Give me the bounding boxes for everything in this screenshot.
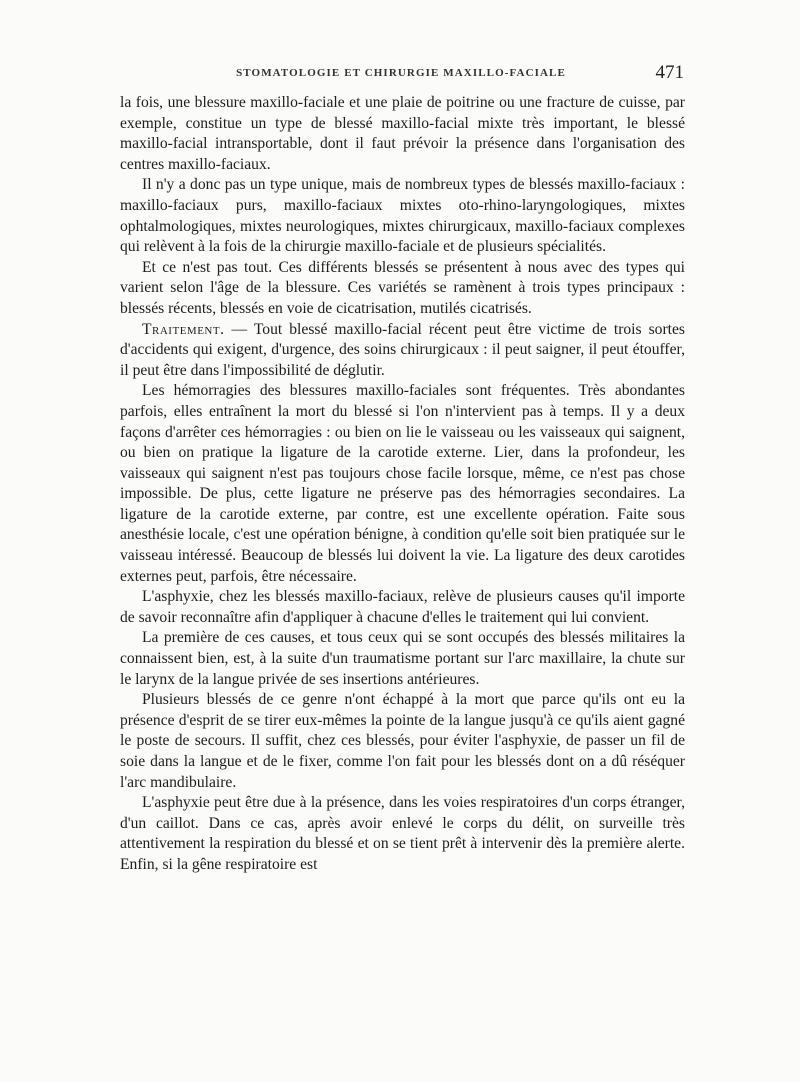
page-header [118, 62, 684, 88]
paragraph [120, 628, 685, 690]
paragraph-text: Il n'y a donc pas un type unique, mais de nombreux types de blessés maxillo-faciaux : maxillo-faciaux purs, maxillo-faciaux mixtes oto-rhino-laryngologiques, mixtes ophtalmologiques, mixtes neurologiques, mixtes chirurgicaux, maxillo-faciaux complexes qui relèvent à la fois de la chirurgie maxillo-faciale et de plusieurs spécialités. [120, 176, 685, 256]
paragraph-text: L'asphyxie peut être due à la présence, dans les voies respiratoires d'un corps étranger, d'un caillot. Dans ce cas, après avoir enlevé le corps du délit, on surveille très attentivement la respiration du blessé et on se tient prêt à intervenir dès la première alerte. Enfin, si la gêne respiratoire est [120, 794, 685, 873]
paragraph-text: Et ce n'est pas tout. Ces différents blessés se présentent à nous avec des types qui varient selon l'âge de la blessure. Ces variétés se ramènent à trois types principaux : blessés récents, blessés en voie de cicatrisation, mutilés cicatrisés. [120, 258, 685, 317]
paragraph-text: Les hémorragies des blessures maxillo-faciales sont fréquentes. Très abondantes parfois, elles entraînent la mort du blessé si l'on n'intervient pas à temps. Il y a deux façons d'arrêter ces hémorragies : ou bien on lie le vaisseau ou les vaisseaux qui saignent, ou bien on pratique la ligature de la carotide externe. Lier, dans la profondeur, les vaisseaux qui saignent n'est pas toujours chose facile lorsque, même, ce n'est pas chose impossible. De plus, cette ligature ne préserve pas des hémorragies secondaires. La ligature de la carotide externe, par contre, est une excellente opération. Faite sous anesthésie locale, c'est une opération bénigne, à condition qu'elle soit bien pratiquée sur le vaisseau intéressé. Beaucoup de blessés lui doivent la vie. La ligature des deux carotides externes peut, parfois, être nécessaire. [120, 382, 685, 585]
paragraph-text: La première de ces causes, et tous ceux qui se sont occupés des blessés militaires la connaissent bien, est, à la suite d'un traumatisme portant sur l'arc maxillaire, la chute sur le larynx de la langue privée de ses insertions antérieures. [120, 629, 685, 688]
section-lead: Traitement. [142, 320, 225, 338]
paragraph-text: Plusieurs blessés de ce genre n'ont échappé à la mort que parce qu'ils ont eu la présence d'esprit de se tirer eux-mêmes la pointe de la langue jusqu'à ce qu'ils aient gagné le poste de secours. Il suffit, chez ces blessés, pour éviter l'asphyxie, de passer un fil de soie dans la langue et de le fixer, comme l'on fait pour les blessés dont on a dû réséquer l'arc mandibulaire. [120, 691, 685, 791]
page-number: 471 [655, 62, 684, 83]
paragraph [120, 381, 685, 587]
paragraph-text: L'asphyxie, chez les blessés maxillo-faciaux, relève de plusieurs causes qu'il importe de savoir reconnaître afin d'appliquer à chacune d'elles le traitement qui lui convient. [120, 588, 685, 626]
paragraph-text: — Tout blessé maxillo-facial récent peut être victime de trois sortes d'accidents qui exigent, d'urgence, des soins chirurgicaux : il peut saigner, il peut étouffer, il peut être dans l'impossibilité de déglutir. [120, 320, 685, 379]
paragraph [120, 258, 685, 320]
body-text [120, 93, 685, 876]
paragraph [120, 320, 685, 382]
paragraph [120, 690, 685, 793]
paragraph [120, 93, 685, 175]
running-title: STOMATOLOGIE ET CHIRURGIE MAXILLO-FACIALE [236, 67, 566, 79]
paragraph [120, 587, 685, 628]
paragraph [120, 793, 685, 875]
paragraph-text: la fois, une blessure maxillo-faciale et une plaie de poitrine ou une fracture de cuisse, par exemple, constitue un type de blessé maxillo-facial mixte très important, le blessé maxillo-facial intransportable, dont il faut prévoir la présence dans l'organisation des centres maxillo-faciaux. [120, 94, 685, 173]
paragraph [120, 175, 685, 257]
